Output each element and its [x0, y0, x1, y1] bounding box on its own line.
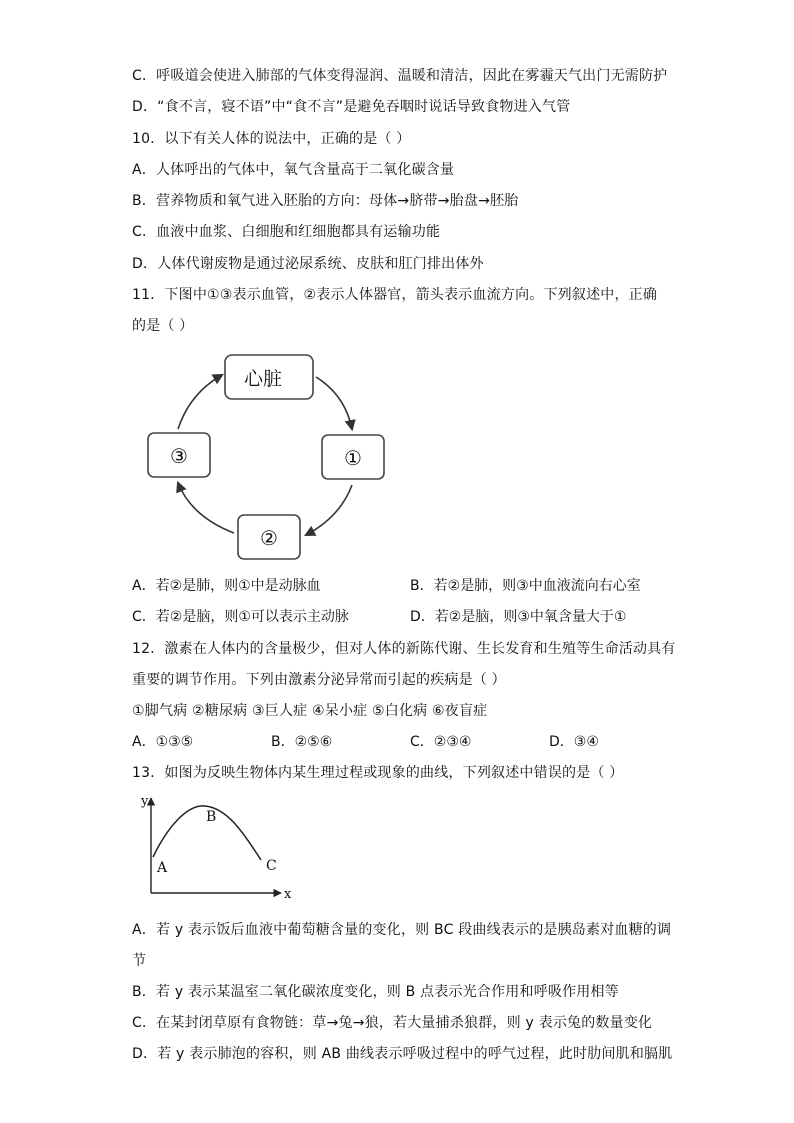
q11-option-a: A．若②是肺，则①中是动脉血 — [132, 578, 321, 594]
x-axis-label: x — [284, 887, 292, 902]
q12-option-d: D．③④ — [549, 734, 599, 750]
q10-option-b: B．营养物质和氧气进入胚胎的方向：母体→脐带→胎盘→胚胎 — [132, 193, 519, 209]
circulation-diagram — [140, 345, 400, 565]
q11-stem-line1: 11．下图中①③表示血管，②表示人体器官，箭头表示血流方向。下列叙述中，正确 — [132, 287, 658, 303]
point-c-label: C — [266, 858, 277, 874]
q12-stem-line1: 12．激素在人体内的含量极少，但对人体的新陈代谢、生长发育和生殖等生命活动具有 — [132, 641, 676, 657]
q12-disease-list: ①脚气病 ②糖尿病 ③巨人症 ④呆小症 ⑤白化病 ⑥夜盲症 — [132, 703, 488, 719]
point-b-label: B — [206, 809, 217, 825]
q11-option-c: C．若②是脑，则①可以表示主动脉 — [132, 609, 349, 625]
q13-option-d: D．若 y 表示肺泡的容积，则 AB 曲线表示呼吸过程中的呼气过程，此时肋间肌和膈肌 — [132, 1046, 673, 1062]
arrow-3-to-heart — [178, 375, 222, 429]
point-a-label: A — [157, 860, 168, 876]
q10-option-d: D．人体代谢废物是通过泌尿系统、皮肤和肛门排出体外 — [132, 256, 484, 272]
q12-option-b: B．②⑤⑥ — [271, 734, 333, 750]
q13-option-a-line2: 节 — [132, 953, 147, 969]
y-axis-label: y — [141, 794, 149, 809]
q11-option-b: B．若②是肺，则③中血液流向右心室 — [410, 578, 641, 594]
heart-label: 心脏 — [243, 368, 283, 390]
curve-graph — [135, 790, 305, 905]
q13-option-a-line1: A．若 y 表示饭后血液中葡萄糖含量的变化，则 BC 段曲线表示的是胰岛素对血糖的调 — [132, 922, 672, 938]
q10-stem: 10．以下有关人体的说法中，正确的是（ ） — [132, 131, 411, 147]
label-1: ① — [344, 446, 362, 470]
q11-stem-line2: 的是（ ） — [132, 318, 194, 334]
q12-stem-line2: 重要的调节作用。下列由激素分泌异常而引起的疾病是（ ） — [132, 672, 506, 688]
label-3: ③ — [170, 444, 188, 468]
q11-option-d: D．若②是脑，则③中氧含量大于① — [410, 609, 627, 625]
q10-option-a: A．人体呼出的气体中，氧气含量高于二氧化碳含量 — [132, 162, 455, 178]
q13-stem: 13．如图为反映生物体内某生理过程或现象的曲线，下列叙述中错误的是（ ） — [132, 765, 624, 781]
q12-option-c: C．②③④ — [410, 734, 472, 750]
q9-option-d: D．“食不言，寝不语”中“食不言”是避免吞咽时说话导致食物进入气管 — [132, 99, 571, 115]
q13-option-c: C．在某封闭草原有食物链：草→兔→狼，若大量捕杀狼群，则 y 表示兔的数量变化 — [132, 1015, 653, 1031]
q13-option-b: B．若 y 表示某温室二氧化碳浓度变化，则 B 点表示光合作用和呼吸作用相等 — [132, 984, 619, 1000]
q10-option-c: C．血液中血浆、白细胞和红细胞都具有运输功能 — [132, 224, 441, 240]
arrow-1-to-2 — [306, 485, 352, 535]
q12-option-a: A．①③⑤ — [132, 734, 194, 750]
label-2: ② — [260, 526, 278, 550]
arrow-heart-to-1 — [316, 377, 352, 429]
arrow-2-to-3 — [178, 483, 234, 533]
q9-option-c: C．呼吸道会使进入肺部的气体变得湿润、温暖和清洁，因此在雾霾天气出门无需防护 — [132, 68, 668, 84]
